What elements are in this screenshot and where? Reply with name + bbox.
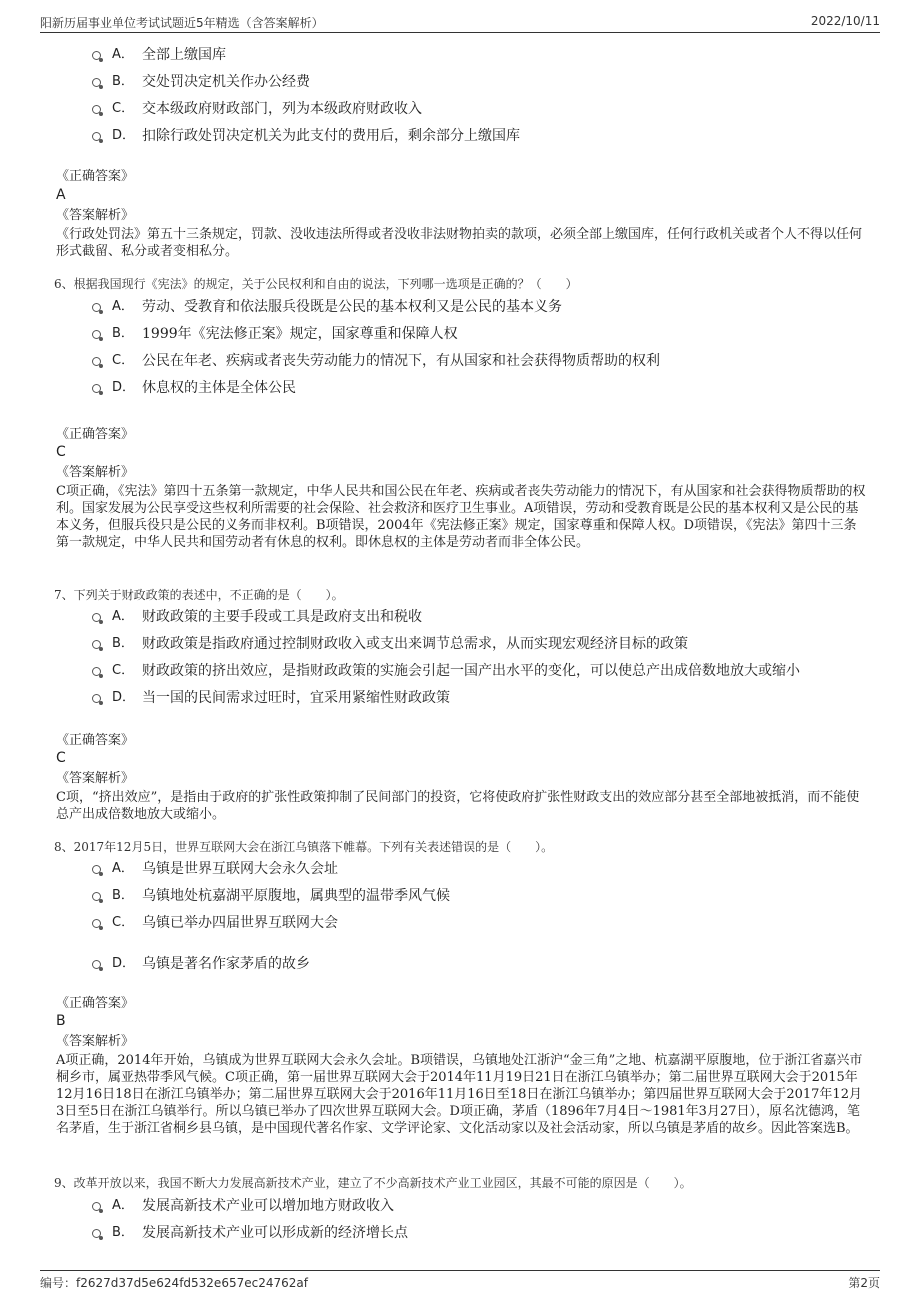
correct-answer-label: 《正确答案》 [56, 427, 135, 442]
option-row[interactable] [92, 296, 892, 318]
option-letter: B． [112, 1225, 134, 1240]
option-letter: D． [112, 956, 136, 971]
radio-icon[interactable] [92, 357, 101, 366]
question-text: 7、下列关于财政政策的表述中，不正确的是（ ）。 [54, 588, 344, 602]
option-text: 财政政策的挤出效应，是指财政政策的实施会引起一国产出水平的变化，可以使总产出成倍数地放大或缩小 [142, 663, 800, 679]
option-letter: A． [112, 861, 134, 876]
correct-answer-value: B [56, 1013, 66, 1029]
analysis-text: C项，“挤出效应”，是指由于政府的扩张性政策抑制了民间部门的投资，它将使政府扩张性财政支出的效应部分甚至全部地被抵消，而不能使总产出成倍数地放大或缩小。 [56, 790, 860, 822]
analysis-text: A项正确，2014年开始，乌镇成为世界互联网大会永久会址。B项错误，乌镇地处江浙沪“金三角”之地、杭嘉湖平原腹地，位于浙江省嘉兴市桐乡市，属亚热带季风气候。C项正确，第一届世界互联网大会于2014年11月19日21日在浙江乌镇举办；第二届世界互联网大会于2015年12月16日18日在浙江乌镇举办；第二届世界互联网大会于2016年11月16日至18日在浙江乌镇举办；第四届世界互联网大会于2017年12月3日至5日在浙江乌镇举行。所以乌镇已举办了四次世界互联网大会。D项正确，茅盾（1896年7月4日～1981年3月27日），原名沈德鸿，笔名茅盾，生于浙江省桐乡县乌镇，是中国现代著名作家、文学评论家、文化活动家以及社会活动家，所以乌镇是茅盾的故乡。因此答案选B。 [56, 1053, 863, 1136]
radio-icon[interactable] [92, 640, 101, 649]
option-text: 发展高新技术产业可以形成新的经济增长点 [142, 1225, 408, 1241]
radio-icon[interactable] [92, 1229, 101, 1238]
question-text: 9、改革开放以来，我国不断大力发展高新技术产业，建立了不少高新技术产业工业园区，其最不可能的原因是（ ）。 [54, 1176, 692, 1190]
radio-icon[interactable] [92, 303, 101, 312]
question-text: 6、根据我国现行《宪法》的规定，关于公民权利和自由的说法，下列哪一选项是正确的？（ ） [54, 277, 578, 291]
correct-answer-label: 《正确答案》 [56, 996, 135, 1011]
analysis-label: 《答案解析》 [56, 1034, 135, 1049]
analysis-text: 《行政处罚法》第五十三条规定，罚款、没收违法所得或者没收非法财物拍卖的款项，必须全部上缴国库，任何行政机关或者个人不得以任何形式截留、私分或者变相私分。 [56, 227, 863, 259]
option-text: 劳动、受教育和依法服兵役既是公民的基本权利又是公民的基本义务 [142, 299, 562, 315]
option-row[interactable] [92, 660, 892, 682]
option-row[interactable] [92, 606, 892, 628]
option-row[interactable] [92, 71, 892, 93]
option-letter: C． [112, 101, 135, 116]
option-row[interactable] [92, 125, 892, 147]
option-text: 财政政策是指政府通过控制财政收入或支出来调节总需求，从而实现宏观经济目标的政策 [142, 636, 688, 652]
option-row[interactable] [92, 687, 892, 709]
radio-icon[interactable] [92, 694, 101, 703]
option-row[interactable] [92, 323, 892, 345]
option-row[interactable] [92, 350, 892, 372]
option-text: 扣除行政处罚决定机关为此支付的费用后，剩余部分上缴国库 [142, 128, 520, 144]
analysis-label: 《答案解析》 [56, 208, 135, 223]
option-row[interactable] [92, 1222, 892, 1244]
option-letter: B． [112, 888, 134, 903]
option-text: 乌镇是著名作家茅盾的故乡 [142, 956, 310, 972]
page-header [40, 10, 880, 33]
option-text: 乌镇地处杭嘉湖平原腹地，属典型的温带季风气候 [142, 888, 450, 904]
page-number: 第2页 [848, 1276, 880, 1290]
correct-answer-label: 《正确答案》 [56, 169, 135, 184]
option-text: 全部上缴国库 [142, 47, 226, 63]
option-letter: A． [112, 609, 134, 624]
option-row[interactable] [92, 1195, 892, 1217]
option-text: 乌镇已举办四届世界互联网大会 [142, 915, 338, 931]
radio-icon[interactable] [92, 330, 101, 339]
option-text: 交本级政府财政部门，列为本级政府财政收入 [142, 101, 422, 117]
option-text: 交处罚决定机关作办公经费 [142, 74, 310, 90]
option-row[interactable] [92, 858, 892, 880]
option-text: 休息权的主体是全体公民 [142, 380, 296, 396]
option-row[interactable] [92, 885, 892, 907]
correct-answer-label: 《正确答案》 [56, 733, 135, 748]
option-text: 1999年《宪法修正案》规定，国家尊重和保障人权 [142, 326, 458, 342]
option-letter: B． [112, 636, 134, 651]
radio-icon[interactable] [92, 384, 101, 393]
option-letter: D． [112, 690, 136, 705]
option-letter: B． [112, 326, 134, 341]
radio-icon[interactable] [92, 667, 101, 676]
document-code: 编号：f2627d37d5e624fd532e657ec24762af [40, 1276, 308, 1290]
radio-icon[interactable] [92, 613, 101, 622]
option-text: 发展高新技术产业可以增加地方财政收入 [142, 1198, 394, 1214]
radio-icon[interactable] [92, 919, 101, 928]
question-text: 8、2017年12月5日，世界互联网大会在浙江乌镇落下帷幕。下列有关表述错误的是（ ）。 [54, 840, 554, 854]
option-letter: C． [112, 663, 135, 678]
option-row[interactable] [92, 98, 892, 120]
analysis-text: C项正确，《宪法》第四十五条第一款规定，中华人民共和国公民在年老、疾病或者丧失劳动能力的情况下，有从国家和社会获得物质帮助的权利。国家发展为公民享受这些权利所需要的社会保险、社会救济和医疗卫生事业。A项错误，劳动和受教育既是公民的基本权利又是公民的基本义务，但服兵役只是公民的义务而非权利。B项错误，2004年《宪法修正案》规定，国家尊重和保障人权。D项错误，《宪法》第四十三条第一款规定，中华人民共和国劳动者有休息的权利。即休息权的主体是劳动者而非全体公民。 [56, 484, 866, 550]
radio-icon[interactable] [92, 51, 101, 60]
page-footer [40, 1270, 880, 1293]
option-letter: D． [112, 128, 136, 143]
option-text: 乌镇是世界互联网大会永久会址 [142, 861, 338, 877]
radio-icon[interactable] [92, 132, 101, 141]
radio-icon[interactable] [92, 105, 101, 114]
option-text: 公民在年老、疾病或者丧失劳动能力的情况下，有从国家和社会获得物质帮助的权利 [142, 353, 660, 369]
analysis-label: 《答案解析》 [56, 465, 135, 480]
option-letter: A． [112, 299, 134, 314]
radio-icon[interactable] [92, 960, 101, 969]
option-row[interactable] [92, 44, 892, 66]
document-title: 阳新历届事业单位考试试题近5年精选（含答案解析） [40, 16, 324, 30]
option-letter: A． [112, 1198, 134, 1213]
option-letter: C． [112, 353, 135, 368]
option-text: 当一国的民间需求过旺时，宜采用紧缩性财政政策 [142, 690, 450, 706]
radio-icon[interactable] [92, 892, 101, 901]
option-letter: A． [112, 47, 134, 62]
analysis-label: 《答案解析》 [56, 771, 135, 786]
option-row[interactable] [92, 633, 892, 655]
option-letter: D． [112, 380, 136, 395]
radio-icon[interactable] [92, 1202, 101, 1211]
option-letter: C． [112, 915, 135, 930]
option-row[interactable] [92, 377, 892, 399]
document-date: 2022/10/11 [810, 14, 880, 28]
correct-answer-value: C [56, 750, 66, 766]
radio-icon[interactable] [92, 865, 101, 874]
option-letter: B． [112, 74, 134, 89]
correct-answer-value: A [56, 187, 66, 203]
option-row[interactable] [92, 953, 892, 975]
option-row[interactable] [92, 912, 892, 934]
correct-answer-value: C [56, 444, 66, 460]
option-text: 财政政策的主要手段或工具是政府支出和税收 [142, 609, 422, 625]
radio-icon[interactable] [92, 78, 101, 87]
